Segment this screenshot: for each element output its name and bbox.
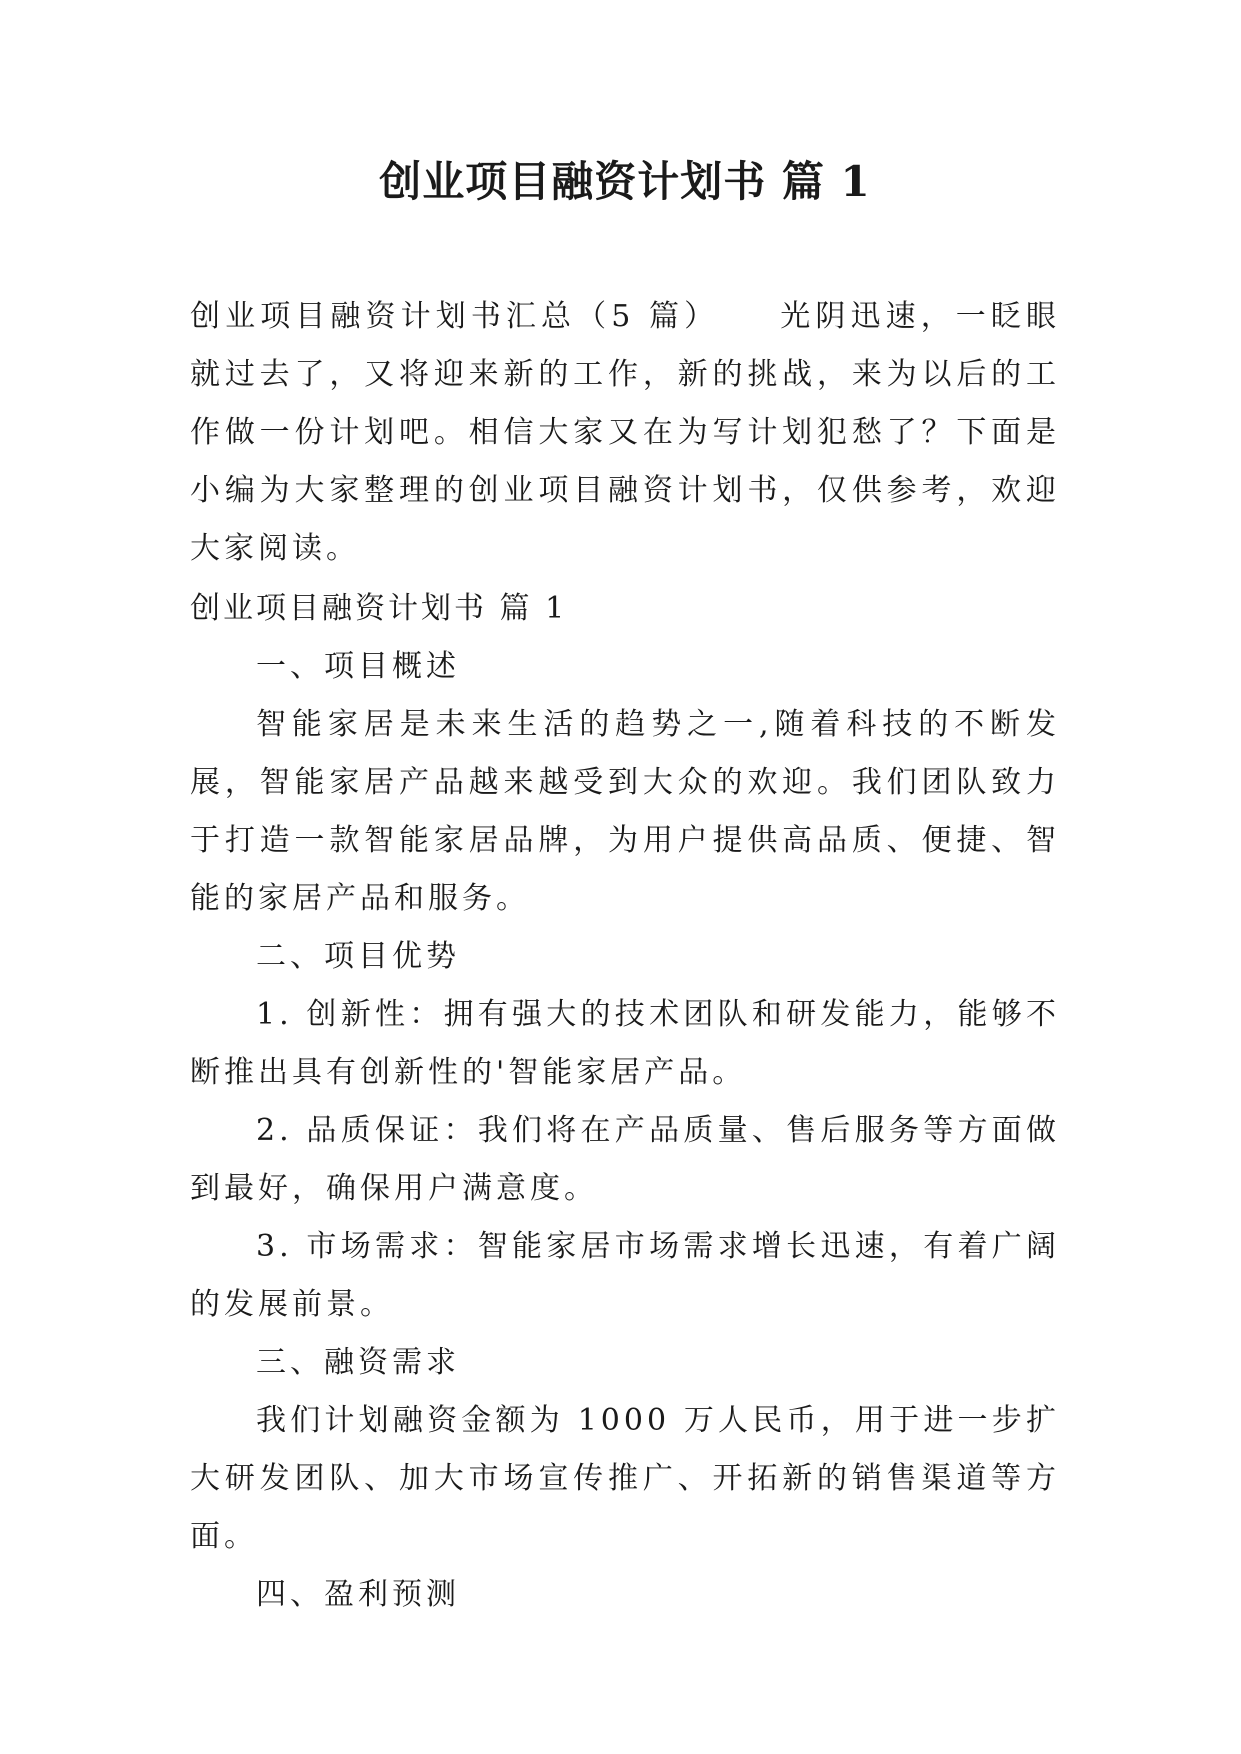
paragraph-overview: 智能家居是未来生活的趋势之一,随着科技的不断发展，智能家居产品越来越受到大众的欢迎。我们团队致力于打造一款智能家居品牌，为用户提供高品质、便捷、智能的家居产品和服务。 [190,707,1060,916]
document-title: 创业项目融资计划书 篇 1 [379,157,871,206]
document-body [190,580,1060,1624]
advantage-item-3: 3. 市场需求：智能家居市场需求增长迅速，有着广阔的发展前景。 [190,1229,1060,1322]
heading-advantages: 二、项目优势 [256,939,460,974]
heading-overview: 一、项目概述 [256,649,460,684]
heading-profit-forecast: 四、盈利预测 [256,1577,460,1612]
intro-rest: 光阴迅速，一眨眼就过去了，又将迎来新的工作，新的挑战，来为以后的工作做一份计划吧。相信大家又在为写计划犯愁了？下面是小编为大家整理的创业项目融资计划书，仅供参考，欢迎大家阅读。 [190,299,1060,566]
advantage-item-1: 1. 创新性：拥有强大的技术团队和研发能力，能够不断推出具有创新性的'智能家居产品。 [190,997,1060,1090]
intro-lead: 创业项目融资计划书汇总（5 篇） [190,299,720,334]
section-title: 创业项目融资计划书 篇 1 [190,591,568,626]
advantage-item-2: 2. 品质保证：我们将在产品质量、售后服务等方面做到最好，确保用户满意度。 [190,1113,1060,1206]
intro-paragraph [190,288,1060,578]
heading-financing: 三、融资需求 [256,1345,460,1380]
paragraph-financing: 我们计划融资金额为 1000 万人民币，用于进一步扩大研发团队、加大市场宣传推广、开拓新的销售渠道等方面。 [190,1403,1060,1554]
